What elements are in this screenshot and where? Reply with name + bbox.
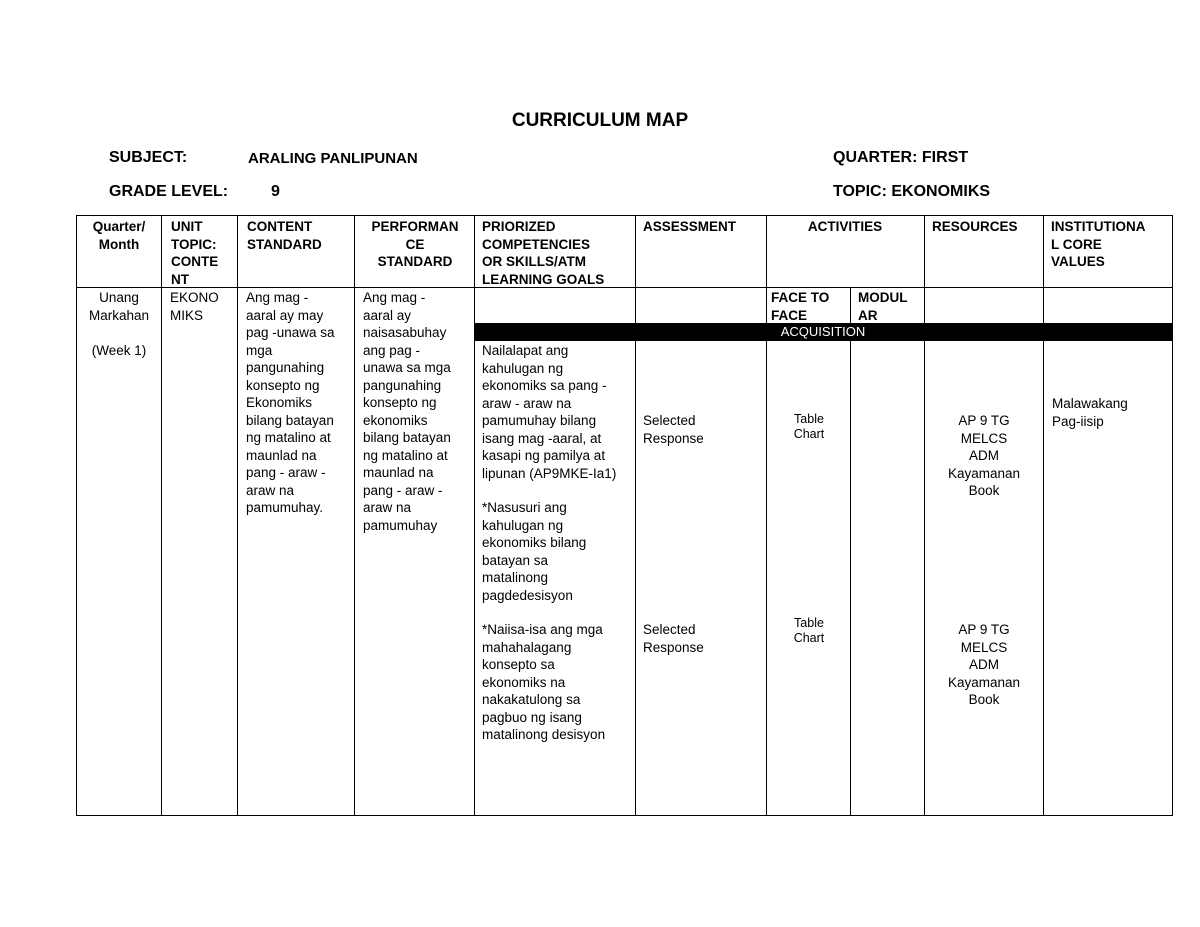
subject-value: ARALING PANLIPUNAN: [248, 150, 418, 167]
cell-activity-2: Table Chart: [793, 616, 825, 645]
col-header-competencies: PRIORIZED COMPETENCIES OR SKILLS/ATM LEARNING GOALS: [482, 219, 605, 287]
col-header-content-standard: CONTENT STANDARD: [247, 219, 322, 252]
cell-unit-topic: EKONO MIKS: [170, 290, 219, 323]
col-divider: [237, 215, 238, 816]
grade-level-label: GRADE LEVEL:: [109, 183, 229, 200]
col-header-assessment: ASSESSMENT: [643, 219, 737, 234]
col-header-activities: ACTIVITIES: [807, 219, 883, 234]
col-divider: [766, 215, 767, 816]
subheader-modular: MODUL AR: [858, 290, 908, 323]
page-title: CURRICULUM MAP: [511, 110, 689, 131]
cell-assessment-2: Selected Response: [643, 622, 704, 655]
col-divider: [161, 215, 162, 816]
cell-competency-3: *Naiisa-isa ang mga mahahalagang konsepto sa ekonomiks na nakakatulong sa pagbuo ng isang matalinong desisyon: [482, 622, 606, 742]
col-divider: [354, 215, 355, 816]
col-divider: [474, 215, 475, 816]
curriculum-table: [76, 215, 1174, 817]
col-divider: [635, 215, 636, 816]
cell-competency-2: *Nasusuri ang kahulugan ng ekonomiks bilang batayan sa matalinong pagdedesisyon: [482, 500, 587, 603]
grade-level-value: 9: [271, 183, 280, 200]
col-divider: [850, 287, 851, 816]
cell-performance-standard: Ang mag - aaral ay naisasabuhay ang pag - unawa sa mga pangunahing konsepto ng ekonomiks bilang batayan ng matalino at maunlad na pang - araw - araw na pamumuhay: [363, 290, 451, 533]
col-header-resources: RESOURCES: [932, 219, 1018, 234]
cell-competency-1: Nailalapat ang kahulugan ng ekonomiks sa pang - araw - araw na pamumuhay bilang isang mag -aaral, at kasapi ng pamilya at lipunan (AP9MKE-Ia1): [482, 343, 617, 481]
topic-label: TOPIC: EKONOMIKS: [833, 183, 991, 200]
col-header-performance-standard: PERFORMAN CE STANDARD: [371, 219, 459, 269]
subject-label: SUBJECT:: [109, 149, 188, 166]
cell-content-standard: Ang mag - aaral ay may pag -unawa sa mga pangunahing konsepto ng Ekonomiks bilang batayan ng matalino at maunlad na pang - araw - araw na pamumuhay.: [246, 290, 335, 515]
cell-activity-1: Table Chart: [793, 412, 825, 441]
col-header-core-values: INSTITUTIONA L CORE VALUES: [1051, 219, 1146, 269]
col-header-quarter-month: Quarter/ Month: [92, 219, 146, 252]
cell-quarter: Unang Markahan (Week 1): [88, 290, 150, 358]
subheader-face-to-face: FACE TO FACE: [771, 290, 830, 323]
cell-resources-2: AP 9 TG MELCS ADM Kayamanan Book: [947, 622, 1021, 707]
cell-resources-1: AP 9 TG MELCS ADM Kayamanan Book: [947, 413, 1021, 498]
quarter-label: QUARTER: FIRST: [833, 149, 969, 166]
col-header-unit-topic: UNIT TOPIC: CONTE NT: [171, 219, 219, 287]
col-divider: [1043, 215, 1044, 816]
acquisition-band: ACQUISITION: [474, 323, 1172, 341]
col-divider: [924, 215, 925, 816]
cell-assessment-1: Selected Response: [643, 413, 704, 446]
cell-core-values: Malawakang Pag-iisip: [1052, 396, 1128, 429]
